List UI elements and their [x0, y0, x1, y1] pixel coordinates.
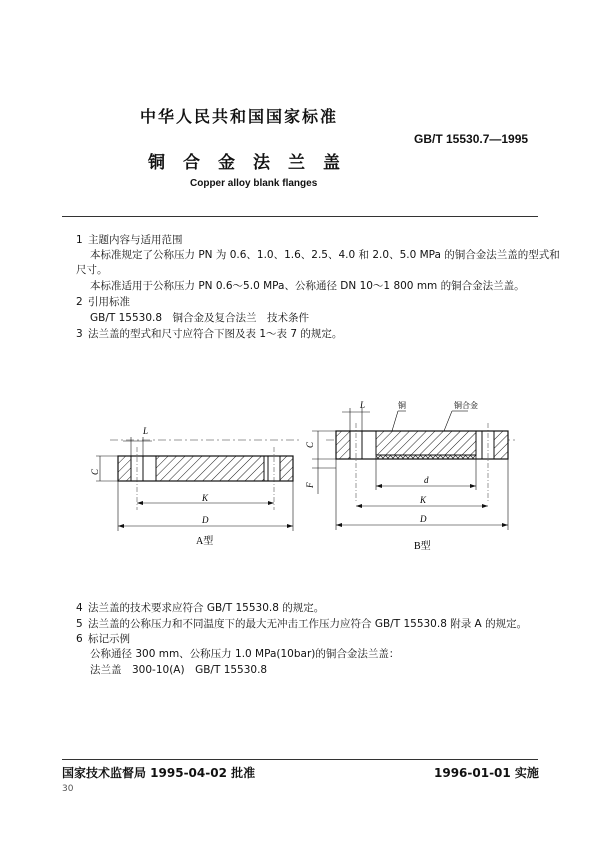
- figure-b-drawing: [298, 398, 528, 558]
- figure-b-dim-k: K: [420, 495, 427, 505]
- figure-a-right-section: [280, 456, 293, 481]
- section-2-reference: GB/T 15530.8 铜合金及复合法兰 技术条件: [90, 312, 310, 324]
- section-2-heading: 2 引用标准: [76, 296, 130, 308]
- figure-b-caption: B型: [414, 541, 431, 552]
- standard-org-heading: 中华人民共和国国家标准: [140, 107, 339, 126]
- approval-info: 国家技术监督局 1995-04-02 批准: [62, 766, 256, 780]
- figure-a-center-section: [156, 456, 264, 481]
- figure-a-caption: A型: [196, 536, 214, 547]
- figure-b-copper-lining: [376, 455, 476, 459]
- section-5-text: 5 法兰盖的公称压力和不同温度下的最大无冲击工作压力应符合 GB/T 15530.8 附录 A 的规定。: [76, 618, 528, 630]
- figure-a-dim-k: K: [202, 493, 209, 503]
- figure-a-dim-l: L: [143, 426, 149, 436]
- figure-b-dim-d: D: [420, 514, 427, 524]
- page-number: 30: [62, 784, 74, 794]
- figure-b-label-alloy: 铜合金: [454, 401, 478, 410]
- figure-a-left-section: [118, 456, 131, 481]
- figure-b-dim-f: F: [305, 482, 315, 488]
- figure-a-drawing: [90, 415, 315, 560]
- section-1-heading: 1 主题内容与适用范围: [76, 234, 183, 246]
- section-6-heading: 6 标记示例: [76, 633, 130, 645]
- bottom-rule: [62, 759, 538, 760]
- figure-b-dim-c: C: [305, 441, 315, 448]
- figure-b-center-section: [376, 431, 476, 455]
- section-1-paragraph-2: 本标准适用于公称压力 PN 0.6～5.0 MPa、公称通径 DN 10～1 800 mm 的铜合金法兰盖。: [90, 280, 525, 292]
- section-6-example-line-2: 法兰盖 300-10(A) GB/T 15530.8: [90, 664, 268, 676]
- section-1-paragraph-1-line-2: 尺寸。: [76, 264, 108, 276]
- section-6-example-line-1: 公称通径 300 mm、公称压力 1.0 MPa(10bar)的铜合金法兰盖：: [90, 648, 400, 660]
- standard-code: GB/T 15530.7—1995: [414, 132, 529, 146]
- implementation-date: 1996-01-01 实施: [434, 766, 539, 780]
- figure-b-left-section: [336, 431, 350, 459]
- figure-b-label-copper: 铜: [398, 401, 406, 410]
- section-1-paragraph-1-line-1: 本标准规定了公称压力 PN 为 0.6、1.0、1.6、2.5、4.0 和 2.0、5.0 MPa 的铜合金法兰盖的型式和: [90, 249, 560, 261]
- figure-b-right-section: [494, 431, 508, 459]
- top-rule: [62, 216, 538, 217]
- figure-b-dim-l: L: [360, 400, 366, 410]
- document-title: 铜合金法兰盖: [148, 153, 358, 173]
- figure-a-dim-c: C: [90, 468, 100, 475]
- document-title-english: Copper alloy blank flanges: [190, 178, 318, 189]
- figure-b-dim-d-small: d: [424, 475, 429, 485]
- section-3-text: 3 法兰盖的型式和尺寸应符合下图及表 1～表 7 的规定。: [76, 328, 343, 340]
- figure-a-dim-d: D: [202, 515, 209, 525]
- section-4-text: 4 法兰盖的技术要求应符合 GB/T 15530.8 的规定。: [76, 602, 325, 614]
